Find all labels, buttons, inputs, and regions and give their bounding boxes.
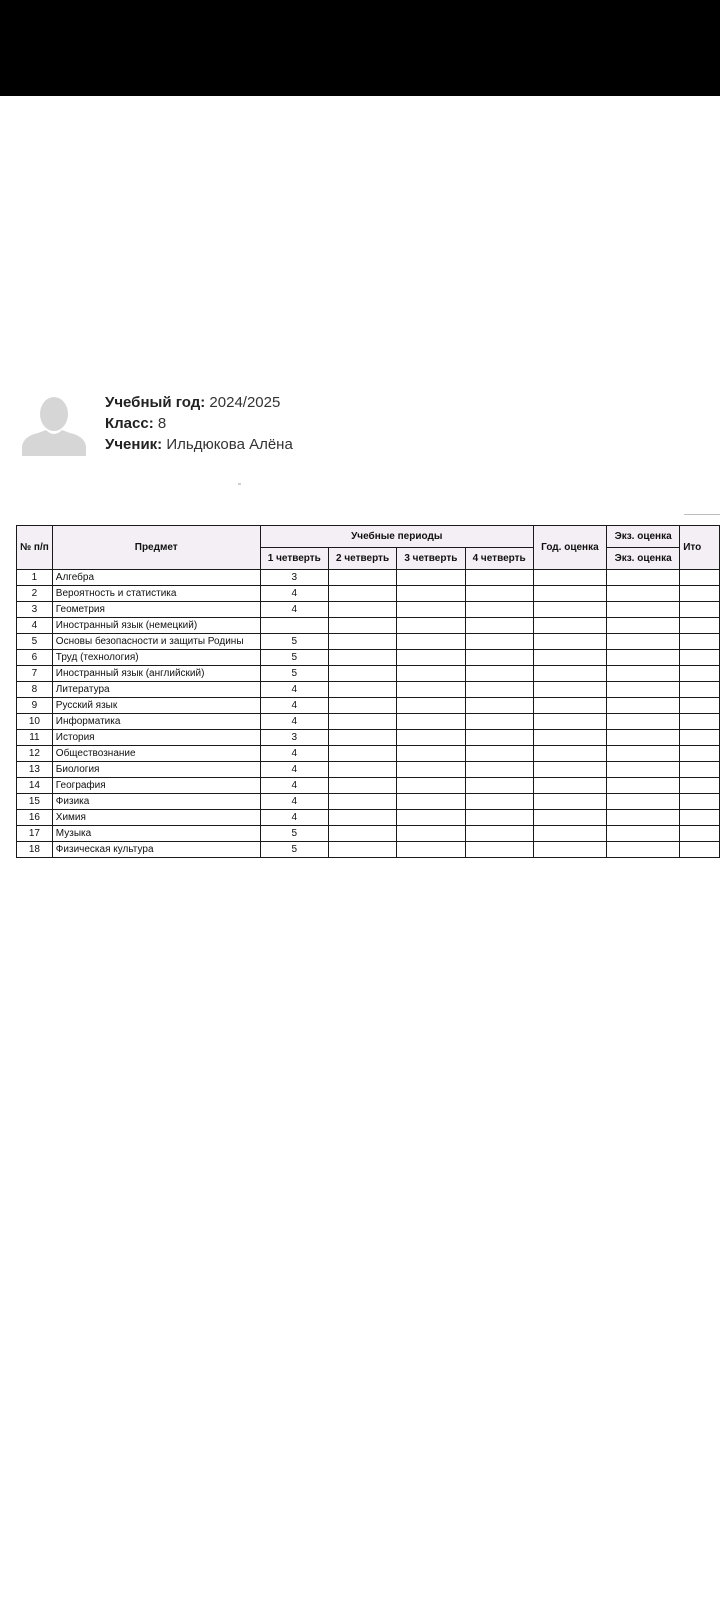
grade-exam <box>607 746 680 762</box>
year-row <box>105 392 293 413</box>
grade-exam <box>607 730 680 746</box>
grade-annual <box>533 746 606 762</box>
header-quarter-2: 2 четверть <box>328 548 396 570</box>
year-label: Учебный год: <box>105 394 206 411</box>
row-number: 17 <box>17 826 53 842</box>
grade-quarter-4 <box>465 746 533 762</box>
header-annual-grade: Год. оценка <box>533 526 606 570</box>
grade-final <box>680 714 720 730</box>
grade-quarter-1: 4 <box>260 586 328 602</box>
grade-exam <box>607 714 680 730</box>
grade-quarter-1 <box>260 618 328 634</box>
subject-name: Химия <box>52 810 260 826</box>
grade-quarter-2 <box>328 826 396 842</box>
grade-quarter-4 <box>465 602 533 618</box>
grade-quarter-1: 5 <box>260 842 328 858</box>
grade-quarter-4 <box>465 810 533 826</box>
grade-exam <box>607 810 680 826</box>
grade-annual <box>533 570 606 586</box>
grade-quarter-1: 4 <box>260 794 328 810</box>
grade-quarter-4 <box>465 826 533 842</box>
row-number: 18 <box>17 842 53 858</box>
subject-name: История <box>52 730 260 746</box>
grade-quarter-1: 4 <box>260 602 328 618</box>
row-number: 13 <box>17 762 53 778</box>
grade-quarter-1: 4 <box>260 746 328 762</box>
grade-annual <box>533 826 606 842</box>
table-row <box>17 730 720 746</box>
grade-quarter-1: 5 <box>260 650 328 666</box>
row-number: 3 <box>17 602 53 618</box>
header-quarter-1: 1 четверть <box>260 548 328 570</box>
grade-exam <box>607 618 680 634</box>
grade-quarter-1: 5 <box>260 666 328 682</box>
grade-quarter-2 <box>328 794 396 810</box>
grade-final <box>680 730 720 746</box>
row-number: 10 <box>17 714 53 730</box>
subject-name: Обществознание <box>52 746 260 762</box>
grade-annual <box>533 698 606 714</box>
subject-name: Биология <box>52 762 260 778</box>
grade-quarter-2 <box>328 714 396 730</box>
grade-annual <box>533 618 606 634</box>
header-final-grade: Ито <box>680 526 720 570</box>
grade-quarter-3 <box>397 714 465 730</box>
grade-quarter-3 <box>397 730 465 746</box>
grade-quarter-2 <box>328 634 396 650</box>
grade-annual <box>533 650 606 666</box>
row-number: 7 <box>17 666 53 682</box>
grade-exam <box>607 570 680 586</box>
grade-quarter-3 <box>397 666 465 682</box>
grade-quarter-4 <box>465 682 533 698</box>
grade-quarter-3 <box>397 634 465 650</box>
grade-annual <box>533 842 606 858</box>
grade-annual <box>533 682 606 698</box>
grade-exam <box>607 634 680 650</box>
grade-quarter-3 <box>397 650 465 666</box>
grade-quarter-3 <box>397 586 465 602</box>
grade-exam <box>607 666 680 682</box>
table-row <box>17 842 720 858</box>
subject-name: Информатика <box>52 714 260 730</box>
grade-quarter-2 <box>328 746 396 762</box>
grades-table-body <box>17 570 720 858</box>
grade-quarter-3 <box>397 570 465 586</box>
grade-annual <box>533 634 606 650</box>
year-value: 2024/2025 <box>209 394 281 411</box>
grade-quarter-1: 5 <box>260 826 328 842</box>
row-number: 9 <box>17 698 53 714</box>
grade-quarter-4 <box>465 714 533 730</box>
grade-quarter-1: 4 <box>260 762 328 778</box>
table-row <box>17 666 720 682</box>
grade-quarter-1: 5 <box>260 634 328 650</box>
grade-annual <box>533 810 606 826</box>
grade-quarter-4 <box>465 634 533 650</box>
grade-quarter-2 <box>328 810 396 826</box>
grade-quarter-4 <box>465 570 533 586</box>
table-row <box>17 650 720 666</box>
grade-quarter-3 <box>397 826 465 842</box>
table-row <box>17 570 720 586</box>
class-row <box>105 413 293 434</box>
row-number: 16 <box>17 810 53 826</box>
table-row <box>17 810 720 826</box>
grade-quarter-3 <box>397 762 465 778</box>
subject-name: Русский язык <box>52 698 260 714</box>
row-number: 14 <box>17 778 53 794</box>
grade-quarter-3 <box>397 810 465 826</box>
header-quarter-4: 4 четверть <box>465 548 533 570</box>
grade-final <box>680 602 720 618</box>
grade-quarter-4 <box>465 698 533 714</box>
subject-name: Основы безопасности и защиты Родины <box>52 634 260 650</box>
grade-quarter-2 <box>328 570 396 586</box>
grade-exam <box>607 842 680 858</box>
subject-name: Иностранный язык (немецкий) <box>52 618 260 634</box>
grade-final <box>680 746 720 762</box>
grade-quarter-3 <box>397 842 465 858</box>
table-row <box>17 762 720 778</box>
subject-name: Физика <box>52 794 260 810</box>
subject-name: География <box>52 778 260 794</box>
grade-quarter-3 <box>397 682 465 698</box>
row-number: 2 <box>17 586 53 602</box>
grade-quarter-1: 4 <box>260 810 328 826</box>
table-row <box>17 634 720 650</box>
row-number: 5 <box>17 634 53 650</box>
grade-final <box>680 618 720 634</box>
header-exam-grade: Экз. оценка <box>607 526 680 548</box>
grade-final <box>680 842 720 858</box>
grade-annual <box>533 778 606 794</box>
student-info <box>105 392 293 455</box>
grade-final <box>680 650 720 666</box>
subject-name: Музыка <box>52 826 260 842</box>
grade-final <box>680 794 720 810</box>
grade-quarter-4 <box>465 730 533 746</box>
row-number: 1 <box>17 570 53 586</box>
grade-annual <box>533 586 606 602</box>
subject-name: Труд (технология) <box>52 650 260 666</box>
grade-exam <box>607 778 680 794</box>
grade-final <box>680 586 720 602</box>
grade-quarter-4 <box>465 778 533 794</box>
grade-quarter-2 <box>328 650 396 666</box>
grade-final <box>680 698 720 714</box>
grade-quarter-2 <box>328 762 396 778</box>
subject-name: Алгебра <box>52 570 260 586</box>
grade-quarter-2 <box>328 682 396 698</box>
grade-final <box>680 682 720 698</box>
scan-artifact <box>238 483 241 485</box>
grade-quarter-4 <box>465 842 533 858</box>
header-number: № п/п <box>17 526 53 570</box>
grade-quarter-4 <box>465 650 533 666</box>
grade-quarter-3 <box>397 794 465 810</box>
grade-annual <box>533 762 606 778</box>
grade-quarter-3 <box>397 778 465 794</box>
grade-quarter-2 <box>328 666 396 682</box>
grade-final <box>680 570 720 586</box>
top-black-bar <box>0 0 720 96</box>
header-quarter-3: 3 четверть <box>397 548 465 570</box>
grade-exam <box>607 602 680 618</box>
grade-final <box>680 666 720 682</box>
row-number: 8 <box>17 682 53 698</box>
grade-quarter-1: 3 <box>260 570 328 586</box>
grade-quarter-3 <box>397 746 465 762</box>
grade-exam <box>607 682 680 698</box>
table-row <box>17 618 720 634</box>
grade-quarter-1: 4 <box>260 682 328 698</box>
grade-quarter-1: 4 <box>260 714 328 730</box>
table-row <box>17 602 720 618</box>
grade-final <box>680 634 720 650</box>
table-row <box>17 794 720 810</box>
row-number: 12 <box>17 746 53 762</box>
grade-quarter-4 <box>465 618 533 634</box>
student-name-value: Ильдюкова Алёна <box>166 436 293 453</box>
header-periods: Учебные периоды <box>260 526 533 548</box>
grade-exam <box>607 794 680 810</box>
scan-artifact-line <box>684 514 720 515</box>
class-label: Класс: <box>105 415 154 432</box>
grade-quarter-4 <box>465 794 533 810</box>
subject-name: Иностранный язык (английский) <box>52 666 260 682</box>
subject-name: Физическая культура <box>52 842 260 858</box>
grade-annual <box>533 714 606 730</box>
table-row <box>17 682 720 698</box>
grade-exam <box>607 762 680 778</box>
header-exam-grade-2: Экз. оценка <box>607 548 680 570</box>
grade-quarter-2 <box>328 618 396 634</box>
grade-exam <box>607 826 680 842</box>
grade-annual <box>533 602 606 618</box>
grade-quarter-2 <box>328 842 396 858</box>
student-name-row <box>105 434 293 455</box>
grade-annual <box>533 794 606 810</box>
grade-quarter-1: 4 <box>260 778 328 794</box>
grade-quarter-4 <box>465 762 533 778</box>
table-row <box>17 698 720 714</box>
class-value: 8 <box>157 415 167 432</box>
grade-quarter-3 <box>397 602 465 618</box>
grade-final <box>680 826 720 842</box>
header-subject: Предмет <box>52 526 260 570</box>
grade-quarter-1: 4 <box>260 698 328 714</box>
row-number: 15 <box>17 794 53 810</box>
table-row <box>17 714 720 730</box>
subject-name: Литература <box>52 682 260 698</box>
table-row <box>17 746 720 762</box>
grade-quarter-4 <box>465 586 533 602</box>
grade-exam <box>607 698 680 714</box>
subject-name: Геометрия <box>52 602 260 618</box>
grades-table <box>16 525 720 858</box>
grade-quarter-2 <box>328 778 396 794</box>
grade-final <box>680 762 720 778</box>
grade-quarter-1: 3 <box>260 730 328 746</box>
grade-final <box>680 778 720 794</box>
grade-final <box>680 810 720 826</box>
grade-annual <box>533 666 606 682</box>
row-number: 11 <box>17 730 53 746</box>
grade-annual <box>533 730 606 746</box>
grade-quarter-4 <box>465 666 533 682</box>
grade-exam <box>607 586 680 602</box>
table-row <box>17 826 720 842</box>
student-name-label: Ученик: <box>105 436 163 453</box>
row-number: 4 <box>17 618 53 634</box>
grade-quarter-2 <box>328 602 396 618</box>
grade-quarter-2 <box>328 698 396 714</box>
grade-exam <box>607 650 680 666</box>
grade-quarter-2 <box>328 586 396 602</box>
table-row <box>17 586 720 602</box>
avatar-placeholder-icon <box>20 390 88 456</box>
table-row <box>17 778 720 794</box>
grade-quarter-3 <box>397 698 465 714</box>
subject-name: Вероятность и статистика <box>52 586 260 602</box>
row-number: 6 <box>17 650 53 666</box>
grade-quarter-3 <box>397 618 465 634</box>
grade-quarter-2 <box>328 730 396 746</box>
